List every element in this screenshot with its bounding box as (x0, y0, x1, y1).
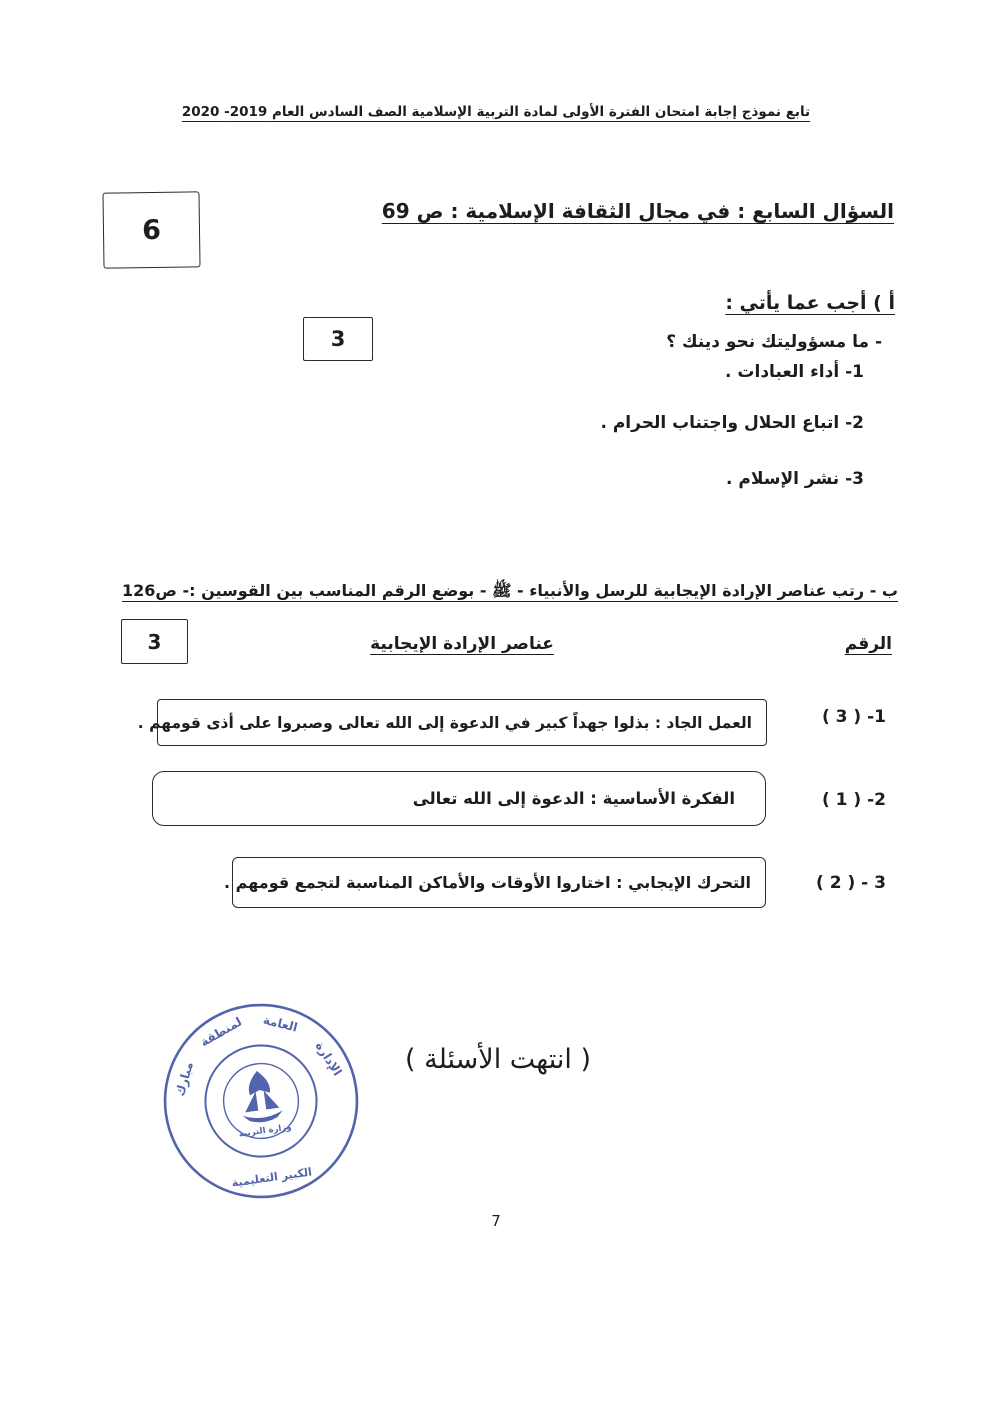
stamp-ring-text: الإدارة (312, 1039, 345, 1079)
stamp-ring-text: لمنطقة (197, 1014, 245, 1050)
page-number: 7 (491, 1212, 501, 1230)
stamp-center-text: وزارة التربية (238, 1122, 293, 1140)
stamp-inner-ring (198, 1038, 323, 1163)
stamp-ring-text-bottom: الكبير التعليمية (230, 1165, 313, 1190)
stamp-ring-text: مبارك (172, 1060, 196, 1098)
part-a-answer-1: 1- أداء العبادات . (725, 362, 864, 382)
stamp-emblem-bird-icon (246, 1070, 270, 1096)
row-number-1: 1- ( 3 ) (821, 707, 886, 727)
part-a-heading: أ ) أجب عما يأتي : (725, 292, 895, 314)
stamp-emblem-sail-icon (264, 1089, 280, 1110)
part-a-answer-2: 2- اتباع الحلال واجتناب الحرام . (600, 413, 864, 433)
question-total-score-box: 6 (102, 191, 200, 268)
row-number-3: 3 - ( 2 ) (816, 873, 886, 893)
answer-box-2: الفكرة الأساسية : الدعوة إلى الله تعالى (152, 771, 766, 826)
stamp-graphic (147, 987, 375, 1215)
column-header-number: الرقم (844, 634, 892, 654)
part-b-score-box: 3 (121, 619, 188, 664)
part-b-heading: ب - رتب عناصر الإرادة الإيجابية للرسل والأنبياء - ﷺ - بوضع الرقم المناسب بين القوسين :- ص126 (121, 581, 898, 600)
part-a-question: - ما مسؤوليتك نحو دينك ؟ (666, 332, 882, 352)
part-a-answer-3: 3- نشر الإسلام . (726, 469, 864, 489)
official-stamp (147, 987, 375, 1215)
answer-box-3: التحرك الإيجابي : اختاروا الأوقات والأماكن المناسبة لتجمع قومهم . (232, 857, 766, 908)
answer-box-1: العمل الجاد : بذلوا جهداً كبير في الدعوة إلى الله تعالى وصبروا على أذى قومهم . (157, 699, 767, 746)
row-number-2: 2- ( 1 ) (821, 790, 886, 810)
stamp-ring-text: العامة (261, 1012, 299, 1035)
part-a-score-box: 3 (303, 317, 373, 361)
page-header: تابع نموذج إجابة امتحان الفترة الأولى لمادة التربية الإسلامية الصف السادس العام 2019- 2020 (181, 104, 811, 120)
stamp-emblem-hull-icon (243, 1110, 284, 1125)
column-header-elements: عناصر الإرادة الإيجابية (370, 634, 554, 654)
question-title: السؤال السابع : في مجال الثقافة الإسلامية : ص 69 (381, 199, 894, 223)
end-of-questions-text: ( انتهت الأسئلة ) (405, 1044, 592, 1075)
